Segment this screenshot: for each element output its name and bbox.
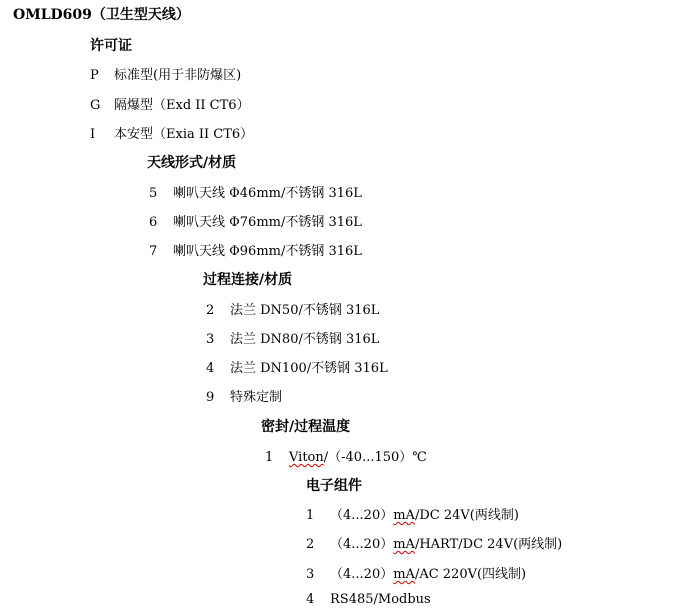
option-text-suffix: /DC 24V(两线制) xyxy=(414,508,519,523)
list-item xyxy=(206,328,379,347)
option-text: 喇叭天线 Φ76mm/不锈钢 316L xyxy=(173,215,362,230)
list-item xyxy=(149,211,362,230)
option-text-prefix: （4...20） xyxy=(330,537,394,552)
list-item xyxy=(90,123,253,142)
option-text: 隔爆型（Exd II CT6） xyxy=(114,98,250,113)
list-item xyxy=(206,357,388,376)
list-item xyxy=(306,533,562,552)
list-item xyxy=(90,64,241,83)
option-code: 4 xyxy=(306,592,315,607)
section-heading-electronics: 电子组件 xyxy=(306,478,362,494)
option-text: 标准型(用于非防爆区) xyxy=(114,68,242,83)
section-heading-process-connection: 过程连接/材质 xyxy=(203,272,293,288)
spellcheck-word: Viton xyxy=(289,450,324,465)
option-text: RS485/Modbus xyxy=(330,592,431,607)
option-text-suffix: /HART/DC 24V(两线制) xyxy=(414,537,563,552)
option-text: 法兰 DN50/不锈钢 316L xyxy=(230,303,380,318)
option-text-suffix: /AC 220V(四线制) xyxy=(414,567,527,582)
option-code: P xyxy=(90,68,99,83)
section-heading-license: 许可证 xyxy=(90,38,132,54)
list-item xyxy=(306,563,526,582)
list-item xyxy=(306,504,519,523)
option-text-prefix: （4...20） xyxy=(330,508,394,523)
option-text: 喇叭天线 Φ96mm/不锈钢 316L xyxy=(173,244,362,259)
list-item xyxy=(149,182,362,201)
option-code: G xyxy=(90,98,101,113)
spellcheck-word: mA xyxy=(393,537,415,552)
option-code: 9 xyxy=(206,390,215,405)
option-code: 3 xyxy=(306,567,315,582)
option-text: 本安型（Exia II CT6） xyxy=(114,127,254,142)
option-code: I xyxy=(90,127,96,142)
option-code: 7 xyxy=(149,244,158,259)
option-code: 1 xyxy=(306,508,315,523)
option-code: 5 xyxy=(149,186,158,201)
list-item xyxy=(206,386,282,405)
document-title: OMLD609（卫生型天线） xyxy=(13,7,190,23)
list-item xyxy=(90,94,250,113)
option-text: 喇叭天线 Φ46mm/不锈钢 316L xyxy=(173,186,362,201)
option-text-prefix: （4...20） xyxy=(330,567,394,582)
option-code: 3 xyxy=(206,332,215,347)
list-item xyxy=(149,240,362,259)
option-code: 6 xyxy=(149,215,158,230)
spellcheck-word: mA xyxy=(393,508,415,523)
section-heading-seal-temperature: 密封/过程温度 xyxy=(261,419,351,435)
option-text: 法兰 DN100/不锈钢 316L xyxy=(230,361,388,376)
list-item xyxy=(206,299,379,318)
spellcheck-word: mA xyxy=(393,567,415,582)
list-item xyxy=(265,446,427,465)
option-code: 2 xyxy=(306,537,315,552)
list-item xyxy=(306,592,431,607)
option-code: 1 xyxy=(265,450,274,465)
option-text: 特殊定制 xyxy=(230,390,283,405)
option-text-suffix: /（-40...150）℃ xyxy=(323,450,427,465)
section-heading-antenna: 天线形式/材质 xyxy=(147,155,237,171)
option-code: 4 xyxy=(206,361,215,376)
option-text: 法兰 DN80/不锈钢 316L xyxy=(230,332,380,347)
option-code: 2 xyxy=(206,303,215,318)
